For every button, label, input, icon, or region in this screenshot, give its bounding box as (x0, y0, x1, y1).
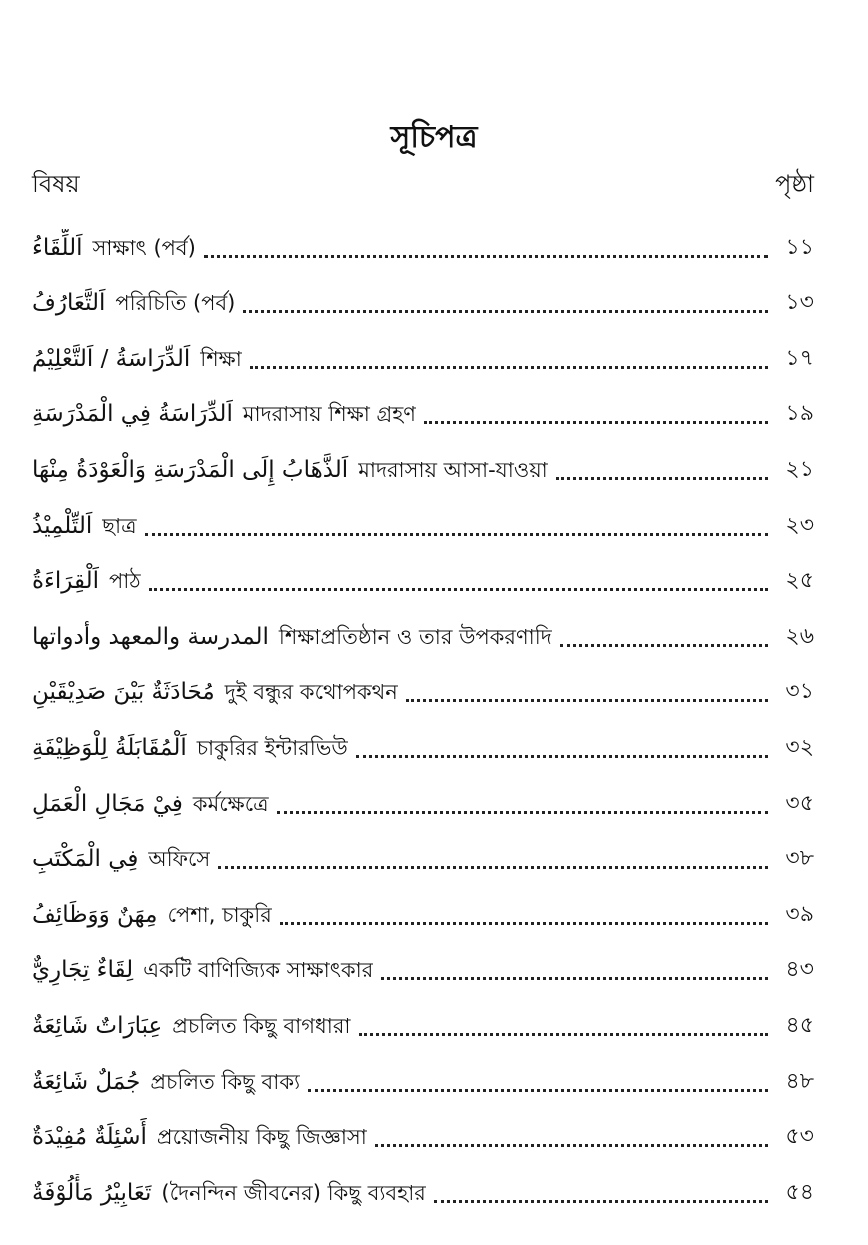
subject-column-label: বিষয় (32, 170, 80, 198)
page-column-label: পৃষ্ঠা (775, 170, 814, 198)
entry-title (32, 785, 269, 823)
toc-entry (32, 1156, 814, 1212)
page-number: ৪৩ (785, 957, 814, 983)
bengali-title: প্রচলিত কিছু বাক্য (150, 1069, 301, 1094)
toc-entry (32, 711, 814, 767)
column-header (32, 166, 814, 202)
dot-leader (356, 755, 768, 758)
dot-leader (556, 477, 768, 480)
bengali-title: সাক্ষাৎ (পর্ব) (92, 235, 196, 260)
entry-title (32, 951, 373, 989)
entry-title (32, 896, 272, 934)
bengali-title: শিক্ষা (200, 346, 242, 371)
arabic-title: تَعَابِيْرُ مَأْلُوْفَةٌ (32, 1179, 152, 1206)
bengali-title: অফিসে (148, 847, 211, 872)
bengali-title: একটি বাণিজ্যিক সাক্ষাৎকার (143, 958, 374, 983)
arabic-title: فِي الْمَكْتَبِ (32, 846, 139, 873)
bengali-title: শিক্ষাপ্রতিষ্ঠান ও তার উপকরণাদি (278, 624, 552, 649)
entry-title (32, 451, 548, 489)
dot-leader (434, 1200, 768, 1203)
page-number: ৩৮ (785, 846, 814, 872)
arabic-title: فِيْ مَجَالِ الْعَمَلِ (32, 790, 183, 817)
page-number: ৫৪ (785, 1179, 814, 1205)
arabic-title: اَلدِّرَاسَةُ / اَلتَّعْلِيْمُ (32, 345, 191, 372)
page-number: ২১ (785, 456, 814, 482)
bengali-title: মাদরাসায় শিক্ষা গ্রহণ (242, 402, 416, 427)
page-number: ৪৫ (785, 1012, 814, 1038)
entry-title (32, 840, 210, 878)
page-number: ১৩ (785, 290, 814, 316)
toc-entry (32, 545, 814, 601)
page-number: ৪৮ (785, 1068, 814, 1094)
dot-leader (375, 1144, 768, 1147)
toc-entry (32, 1045, 814, 1101)
arabic-title: اَلتَّعَارُفُ (32, 290, 106, 317)
arabic-title: عِبَارَاتٌ شَائِعَةٌ (32, 1012, 163, 1039)
bengali-title: পেশা, চাকুরি (167, 902, 272, 927)
page-number: ৩৯ (785, 901, 814, 927)
entry-title (32, 395, 416, 433)
entry-title (32, 340, 242, 378)
dot-leader (560, 644, 768, 647)
toc-entry (32, 1101, 814, 1157)
arabic-title: اَلتِّلْمِيْذُ (32, 512, 93, 539)
arabic-title: اَللِّقَاءُ (32, 234, 83, 261)
arabic-title: لِقَاءٌ تِجَارِيٌّ (32, 957, 134, 984)
bengali-title: প্রচলিত কিছু বাগধারা (172, 1013, 351, 1038)
toc-entry (32, 934, 814, 990)
entry-title (32, 1118, 367, 1156)
bengali-title: (দৈনন্দিন জীবনের) কিছু ব্যবহার (161, 1180, 426, 1205)
dot-leader (277, 811, 768, 814)
toc-entry (32, 878, 814, 934)
dot-leader (145, 533, 768, 536)
dot-leader (381, 977, 768, 980)
toc-entry (32, 211, 814, 267)
toc-entry (32, 322, 814, 378)
bengali-title: চাকুরির ইন্টারভিউ (196, 735, 348, 760)
entry-title (32, 729, 348, 767)
dot-leader (406, 699, 768, 702)
arabic-title: اَلْمُقَابَلَةُ لِلْوَظِيْفَةِ (32, 734, 187, 761)
bengali-title: দুই বন্ধুর কথোপকথন (224, 680, 398, 705)
page-number: ৩৫ (785, 790, 814, 816)
dot-leader (218, 866, 768, 869)
page-number: ১৯ (785, 401, 814, 427)
entry-title (32, 284, 235, 322)
toc-entry (32, 433, 814, 489)
dot-leader (250, 366, 768, 369)
entry-title (32, 618, 552, 656)
entry-title (32, 1174, 426, 1212)
bengali-title: পরিচিতি (পর্ব) (115, 291, 236, 316)
dot-leader (308, 1089, 768, 1092)
dot-leader (204, 255, 768, 258)
entry-title (32, 1063, 300, 1101)
page-number: ২৬ (785, 623, 814, 649)
arabic-title: اَلذَّهَابُ إِلَى الْمَدْرَسَةِ وَالْعَوْدَةُ مِنْهَا (32, 456, 349, 483)
entry-title (32, 229, 196, 267)
page-number: ৫৩ (785, 1124, 814, 1150)
toc-entry (32, 767, 814, 823)
entry-title (32, 673, 398, 711)
entry-title (32, 507, 137, 545)
toc-entry (32, 656, 814, 712)
dot-leader (280, 922, 768, 925)
page-number: ২৫ (785, 568, 814, 594)
page-number: ১১ (785, 234, 814, 260)
toc-entry (32, 823, 814, 879)
page-number: ২৩ (785, 512, 814, 538)
toc-entry (32, 489, 814, 545)
dot-leader (424, 421, 768, 424)
bengali-title: মাদরাসায় আসা-যাওয়া (358, 457, 548, 482)
arabic-title: جُمَلٌ شَائِعَةٌ (32, 1068, 141, 1095)
arabic-title: مُحَادَثَةٌ بَيْنَ صَدِيْقَيْنِ (32, 679, 215, 706)
toc-entry (32, 378, 814, 434)
bengali-title: পাঠ (108, 569, 141, 594)
page-title: সূচিপত্র (390, 120, 478, 155)
bengali-title: ছাত্র (102, 513, 137, 538)
page-number: ৩২ (785, 734, 814, 760)
entry-title (32, 562, 141, 600)
page-number: ৩১ (785, 679, 814, 705)
table-of-contents (32, 211, 814, 1212)
dot-leader (243, 310, 768, 313)
arabic-title: اَلْقِرَاءَةُ (32, 568, 99, 595)
arabic-title: المدرسة والمعهد وأدواتها (32, 623, 269, 650)
arabic-title: اَلدِّرَاسَةُ فِي الْمَدْرَسَةِ (32, 401, 233, 428)
page-number: ১৭ (785, 345, 814, 371)
toc-entry (32, 600, 814, 656)
entry-title (32, 1007, 351, 1045)
dot-leader (149, 588, 768, 591)
bengali-title: প্রয়োজনীয় কিছু জিজ্ঞাসা (156, 1125, 367, 1150)
dot-leader (359, 1033, 769, 1036)
toc-entry (32, 267, 814, 323)
toc-entry (32, 989, 814, 1045)
arabic-title: أَسْئِلَةٌ مُفِيْدَةٌ (32, 1124, 147, 1151)
arabic-title: مِهَنٌ وَوَظَائِفُ (32, 901, 158, 928)
bengali-title: কর্মক্ষেত্রে (192, 791, 269, 816)
